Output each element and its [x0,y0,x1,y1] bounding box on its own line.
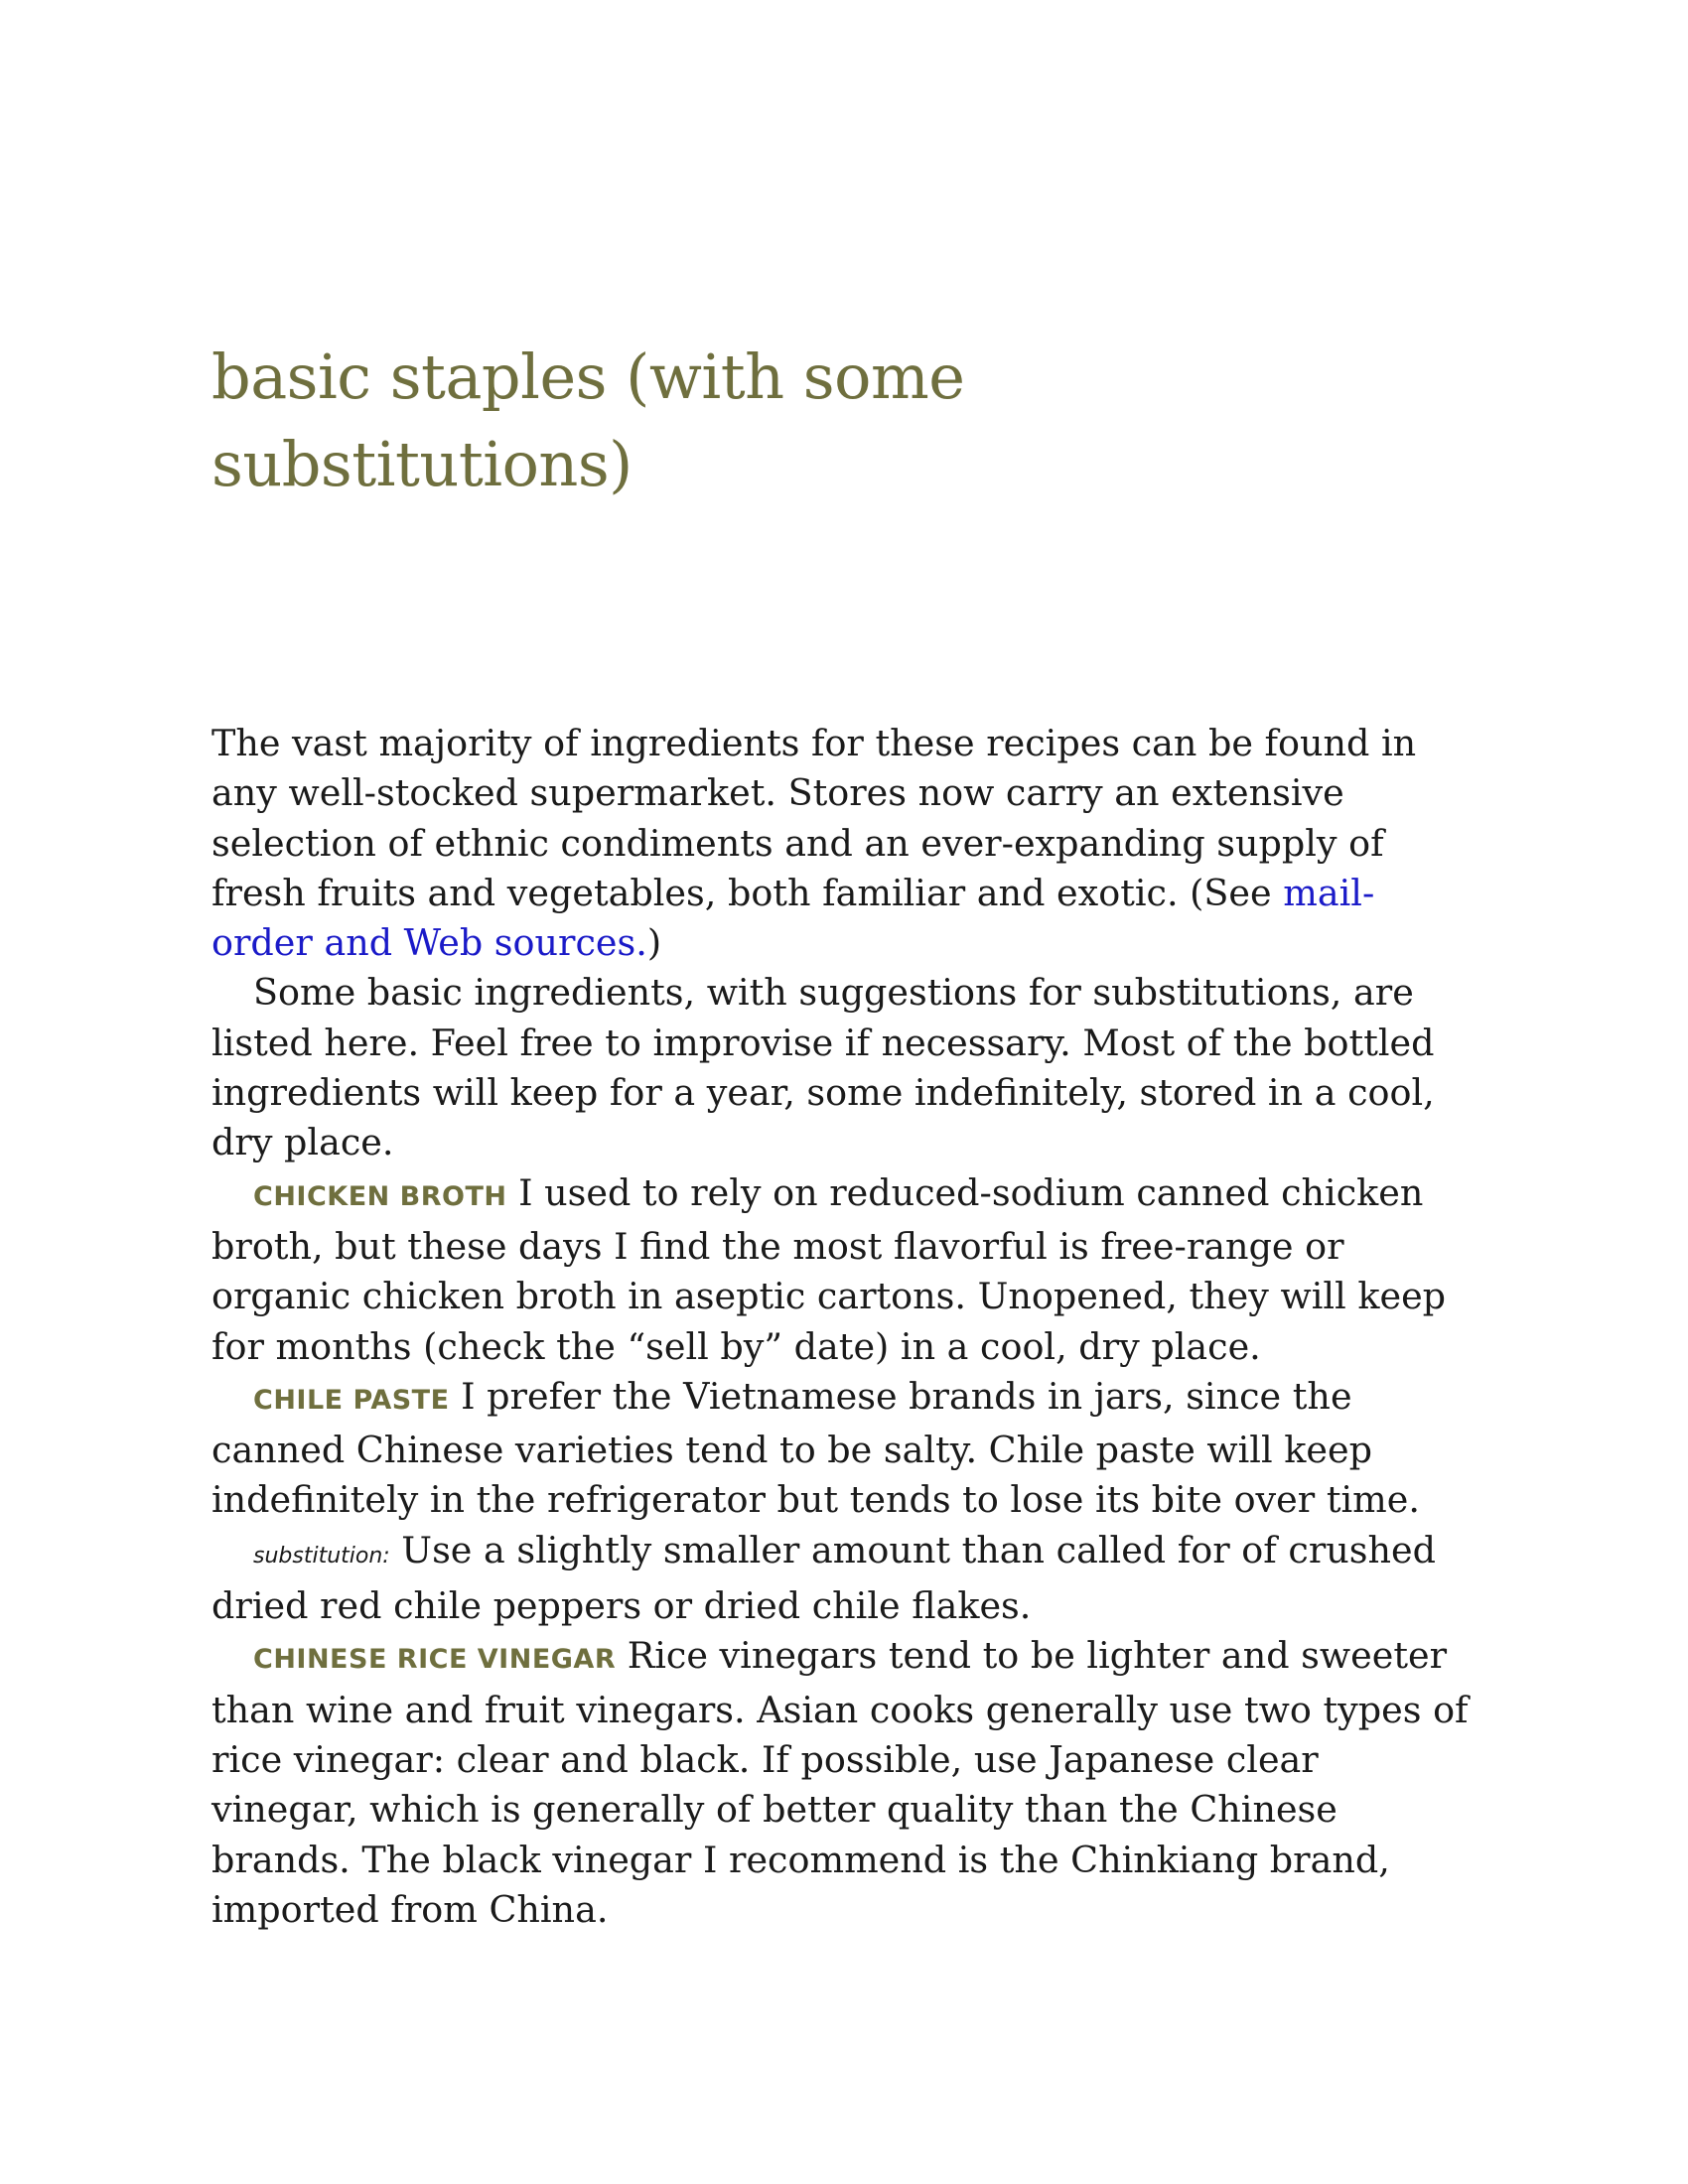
substitution-chile-paste [211,1526,1475,1632]
intro-text: The vast majority of ingredients for these recipes can be found in any well-stocked supermarket. Stores now carry an extensive selection of ethnic condiments and an ever-expanding supply of fresh fruits and vegetables, both familiar and exotic. (See [211,722,1417,914]
entry-chicken-broth [211,1168,1475,1372]
intro-paragraph [211,719,1475,968]
entry-term: CHICKEN BROTH [253,1180,507,1212]
entry-text: I used to rely on reduced-sodium canned chicken broth, but these days I find the most flavorful is free-range or organic chicken broth in aseptic cartons. Unopened, they will keep for months (check the “sell by” date) in a cool, dry place. [211,1170,1447,1368]
entry-chinese-rice-vinegar [211,1631,1475,1935]
basics-paragraph: Some basic ingredients, with suggestions for substitutions, are listed here. Feel free to improvise if necessary. Most of the bottled ingredients will keep for a year, some indefinitely, stored in a cool, dry place. [211,971,1435,1164]
entry-term: CHILE PASTE [253,1384,450,1416]
article-body [211,719,1475,1935]
substitution-label: substitution: [253,1543,390,1569]
substitution-text: Use a slightly smaller amount than called for of crushed dried red chile peppers or dried chile flakes. [211,1528,1436,1628]
intro-text-end: ) [646,921,662,965]
entry-term: CHINESE RICE VINEGAR [253,1644,617,1676]
entry-chile-paste [211,1372,1475,1526]
page-title: basic staples (with some substitutions) [211,341,965,500]
entry-text: Rice vinegars tend to be lighter and sweeter than wine and fruit vinegars. Asian cooks generally use two types of rice vinegar: clear and black. If possible, use Japanese clear vinegar, which is generally of better quality than the Chinese brands. The black vinegar I recommend is the Chinkiang brand, imported from China. [211,1634,1469,1931]
entry-text: I prefer the Vietnamese brands in jars, since the canned Chinese varieties tend to be salty. Chile paste will keep indefinitely in the refrigerator but tends to lose its bite over time. [211,1374,1420,1522]
mail-order-sources-link[interactable]: mail-order and Web sources. [211,871,1375,965]
